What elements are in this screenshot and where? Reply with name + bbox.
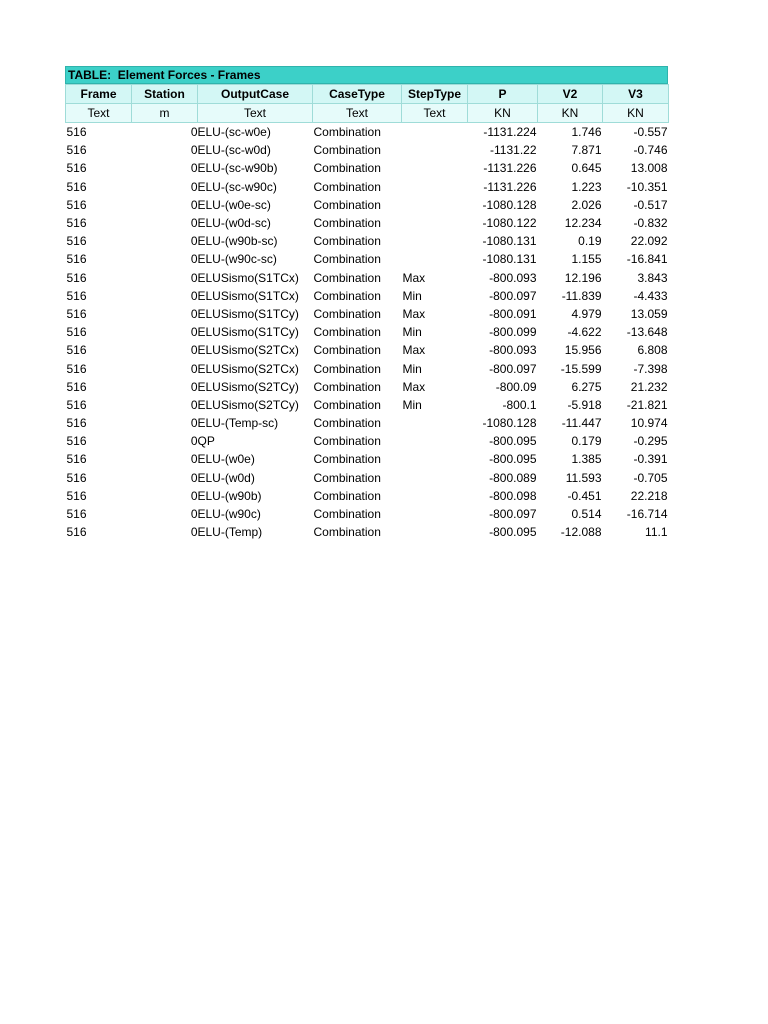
cell-steptype: Max — [402, 379, 426, 394]
cell-outputcase: ELU-(w0d-sc) — [197, 216, 271, 231]
cell-station: 0 — [190, 507, 198, 522]
header-steptype: StepType — [402, 85, 468, 104]
table-row — [66, 305, 669, 323]
cell-station: 0 — [190, 252, 198, 267]
cell-p: -800.089 — [489, 470, 537, 485]
cell-steptype — [402, 232, 468, 250]
table-row — [66, 505, 669, 523]
table-title: TABLE: Element Forces - Frames — [65, 66, 668, 84]
cell-outputcase: ELUSismo(S2TCx) — [197, 343, 299, 358]
unit-p: KN — [468, 104, 538, 123]
cell-outputcase: ELU-(sc-w90b) — [197, 161, 278, 176]
cell-outputcase: ELUSismo(S2TCx) — [197, 361, 299, 376]
cell-p: -800.097 — [489, 361, 537, 376]
cell-p: -1080.122 — [482, 216, 537, 231]
cell-casetype: Combination — [313, 143, 381, 158]
cell-v3: -21.821 — [626, 397, 668, 412]
cell-station: 0 — [190, 234, 198, 249]
cell-station: 0 — [190, 197, 198, 212]
cell-frame: 516 — [66, 306, 87, 321]
cell-v2: -4.622 — [567, 325, 602, 340]
unit-outputcase: Text — [198, 104, 313, 123]
cell-steptype — [402, 523, 468, 541]
cell-steptype — [402, 487, 468, 505]
cell-v2: -15.599 — [560, 361, 602, 376]
cell-steptype — [402, 250, 468, 268]
cell-casetype: Combination — [313, 397, 381, 412]
cell-casetype: Combination — [313, 361, 381, 376]
table-row — [66, 359, 669, 377]
cell-v3: 13.059 — [630, 306, 668, 321]
cell-p: -800.097 — [489, 288, 537, 303]
data-table — [65, 84, 669, 541]
cell-station: 0 — [190, 216, 198, 231]
cell-p: -1131.224 — [483, 125, 537, 140]
cell-outputcase: ELU-(w0e-sc) — [197, 197, 271, 212]
cell-casetype: Combination — [313, 416, 381, 431]
cell-p: -1080.131 — [482, 252, 537, 267]
cell-frame: 516 — [66, 525, 87, 540]
table-row — [66, 196, 669, 214]
cell-steptype: Max — [402, 343, 426, 358]
cell-frame: 516 — [66, 252, 87, 267]
table-row — [66, 232, 669, 250]
table-row — [66, 250, 669, 268]
cell-v3: 11.1 — [645, 525, 668, 540]
header-p: P — [468, 85, 538, 104]
cell-steptype — [402, 414, 468, 432]
cell-frame: 516 — [66, 507, 87, 522]
table-row — [66, 159, 669, 177]
cell-station: 0 — [190, 470, 198, 485]
cell-frame: 516 — [66, 452, 87, 467]
cell-frame: 516 — [66, 161, 87, 176]
cell-v2: -12.088 — [560, 525, 602, 540]
cell-casetype: Combination — [313, 434, 381, 449]
cell-station: 0 — [190, 306, 198, 321]
cell-outputcase: ELU-(w0e) — [197, 452, 255, 467]
cell-v3: -0.391 — [633, 452, 668, 467]
cell-v2: 4.979 — [571, 306, 602, 321]
element-forces-table — [65, 66, 668, 541]
cell-casetype: Combination — [313, 161, 381, 176]
cell-frame: 516 — [66, 488, 87, 503]
cell-p: -800.097 — [489, 507, 537, 522]
cell-station: 0 — [190, 179, 198, 194]
cell-v3: 10.974 — [630, 416, 668, 431]
units-row — [66, 104, 669, 123]
cell-station: 0 — [190, 270, 198, 285]
cell-casetype: Combination — [313, 507, 381, 522]
cell-frame: 516 — [66, 379, 87, 394]
cell-station: 0 — [190, 488, 198, 503]
header-station: Station — [132, 85, 198, 104]
cell-steptype — [402, 469, 468, 487]
cell-station: 0 — [190, 525, 198, 540]
cell-v3: -16.841 — [626, 252, 668, 267]
cell-frame: 516 — [66, 197, 87, 212]
cell-v3: -0.557 — [633, 125, 668, 140]
header-row — [66, 85, 669, 104]
cell-v3: -0.295 — [633, 434, 668, 449]
cell-casetype: Combination — [313, 216, 381, 231]
cell-station: 0 — [190, 325, 198, 340]
cell-p: -1131.226 — [483, 179, 537, 194]
cell-steptype — [402, 141, 468, 159]
unit-v3: KN — [603, 104, 669, 123]
cell-v3: -0.705 — [633, 470, 668, 485]
cell-frame: 516 — [66, 125, 87, 140]
header-frame: Frame — [66, 85, 132, 104]
unit-station: m — [132, 104, 198, 123]
cell-v3: -0.517 — [633, 197, 668, 212]
cell-steptype — [402, 123, 468, 142]
cell-casetype: Combination — [313, 488, 381, 503]
cell-v2: 6.275 — [571, 379, 602, 394]
table-row — [66, 378, 669, 396]
cell-steptype: Min — [402, 361, 422, 376]
cell-p: -800.091 — [489, 306, 537, 321]
cell-v3: 6.808 — [637, 343, 668, 358]
cell-outputcase: ELUSismo(S1TCx) — [197, 270, 299, 285]
cell-steptype: Min — [402, 397, 422, 412]
unit-frame: Text — [66, 104, 132, 123]
cell-v2: 0.19 — [578, 234, 602, 249]
cell-casetype: Combination — [313, 325, 381, 340]
cell-station: 0 — [190, 416, 198, 431]
table-row — [66, 487, 669, 505]
cell-v3: -4.433 — [633, 288, 668, 303]
cell-v2: 0.645 — [571, 161, 602, 176]
cell-p: -1080.128 — [482, 197, 537, 212]
table-row — [66, 214, 669, 232]
table-row — [66, 450, 669, 468]
cell-p: -800.1 — [502, 397, 537, 412]
cell-steptype — [402, 505, 468, 523]
cell-outputcase: ELUSismo(S1TCy) — [197, 306, 299, 321]
cell-casetype: Combination — [313, 470, 381, 485]
cell-casetype: Combination — [313, 343, 381, 358]
cell-outputcase: ELU-(w0d) — [197, 470, 255, 485]
cell-frame: 516 — [66, 270, 87, 285]
cell-station: 0 — [190, 434, 198, 449]
cell-v3: -0.832 — [633, 216, 668, 231]
cell-steptype — [402, 432, 468, 450]
cell-casetype: Combination — [313, 197, 381, 212]
cell-v3: 21.232 — [630, 379, 668, 394]
unit-casetype: Text — [313, 104, 402, 123]
cell-casetype: Combination — [313, 252, 381, 267]
cell-p: -800.099 — [489, 325, 537, 340]
cell-outputcase: ELU-(w90c-sc) — [197, 252, 277, 267]
cell-p: -800.095 — [489, 434, 537, 449]
cell-casetype: Combination — [313, 234, 381, 249]
cell-station: 0 — [190, 379, 198, 394]
header-casetype: CaseType — [313, 85, 402, 104]
table-row — [66, 396, 669, 414]
cell-frame: 516 — [66, 434, 87, 449]
cell-v3: -10.351 — [626, 179, 668, 194]
cell-p: -800.095 — [489, 525, 537, 540]
cell-v2: -11.447 — [561, 416, 602, 431]
cell-v2: -5.918 — [567, 397, 602, 412]
cell-frame: 516 — [66, 325, 87, 340]
cell-outputcase: ELUSismo(S1TCy) — [197, 325, 299, 340]
table-row — [66, 141, 669, 159]
cell-v3: 22.218 — [630, 488, 668, 503]
table-row — [66, 432, 669, 450]
cell-v2: 1.155 — [571, 252, 602, 267]
cell-frame: 516 — [66, 361, 87, 376]
cell-steptype — [402, 196, 468, 214]
header-v3: V3 — [603, 85, 669, 104]
cell-frame: 516 — [66, 343, 87, 358]
cell-station: 0 — [190, 452, 198, 467]
header-v2: V2 — [538, 85, 603, 104]
cell-station: 0 — [190, 161, 198, 176]
cell-p: -1131.226 — [483, 161, 537, 176]
cell-p: -800.095 — [489, 452, 537, 467]
cell-steptype — [402, 159, 468, 177]
cell-station: 0 — [190, 361, 198, 376]
table-row — [66, 414, 669, 432]
cell-steptype — [402, 214, 468, 232]
table-row — [66, 323, 669, 341]
cell-p: -800.09 — [495, 379, 537, 394]
table-row — [66, 341, 669, 359]
cell-frame: 516 — [66, 470, 87, 485]
cell-frame: 516 — [66, 216, 87, 231]
cell-steptype — [402, 450, 468, 468]
cell-steptype: Min — [402, 288, 422, 303]
cell-outputcase: ELU-(w90b) — [197, 488, 262, 503]
cell-p: -1080.131 — [482, 234, 537, 249]
cell-steptype — [402, 178, 468, 196]
table-row — [66, 123, 669, 142]
cell-v2: -11.839 — [561, 288, 602, 303]
cell-outputcase: ELU-(sc-w0d) — [197, 143, 271, 158]
cell-casetype: Combination — [313, 306, 381, 321]
cell-casetype: Combination — [313, 179, 381, 194]
cell-v2: 7.871 — [571, 143, 602, 158]
cell-p: -1080.128 — [482, 416, 537, 431]
cell-casetype: Combination — [313, 125, 381, 140]
cell-v2: 11.593 — [565, 470, 602, 485]
cell-casetype: Combination — [313, 452, 381, 467]
cell-frame: 516 — [66, 234, 87, 249]
cell-v3: -16.714 — [626, 507, 668, 522]
table-row — [66, 523, 669, 541]
cell-p: -1131.22 — [490, 143, 537, 158]
cell-casetype: Combination — [313, 525, 381, 540]
cell-station: 0 — [190, 143, 198, 158]
cell-outputcase: ELU-(w90b-sc) — [197, 234, 278, 249]
cell-station: 0 — [190, 125, 198, 140]
cell-frame: 516 — [66, 179, 87, 194]
cell-frame: 516 — [66, 416, 87, 431]
cell-station: 0 — [190, 288, 198, 303]
cell-frame: 516 — [66, 397, 87, 412]
cell-outputcase: ELUSismo(S2TCy) — [197, 397, 299, 412]
cell-v2: 12.196 — [564, 270, 602, 285]
cell-outputcase: ELUSismo(S2TCy) — [197, 379, 299, 394]
cell-p: -800.093 — [489, 343, 537, 358]
cell-outputcase: ELU-(sc-w0e) — [197, 125, 271, 140]
cell-v2: 12.234 — [564, 216, 602, 231]
cell-station: 0 — [190, 343, 198, 358]
cell-p: -800.093 — [489, 270, 537, 285]
cell-v3: 3.843 — [637, 270, 668, 285]
table-row — [66, 287, 669, 305]
cell-v3: -7.398 — [633, 361, 668, 376]
cell-v3: -13.648 — [626, 325, 668, 340]
cell-casetype: Combination — [313, 270, 381, 285]
cell-casetype: Combination — [313, 379, 381, 394]
cell-casetype: Combination — [313, 288, 381, 303]
table-row — [66, 178, 669, 196]
cell-outputcase: ELU-(sc-w90c) — [197, 179, 277, 194]
cell-outputcase: ELU-(w90c) — [197, 507, 261, 522]
cell-v2: 0.514 — [571, 507, 602, 522]
table-row — [66, 469, 669, 487]
cell-outputcase: ELU-(Temp) — [197, 525, 263, 540]
cell-v2: 1.385 — [571, 452, 602, 467]
cell-v2: 1.223 — [571, 179, 602, 194]
cell-v2: 2.026 — [571, 197, 602, 212]
cell-steptype: Max — [402, 306, 426, 321]
cell-v2: 1.746 — [571, 125, 602, 140]
cell-steptype: Max — [402, 270, 426, 285]
unit-steptype: Text — [402, 104, 468, 123]
cell-v3: 22.092 — [630, 234, 668, 249]
cell-p: -800.098 — [489, 488, 537, 503]
header-outputcase: OutputCase — [198, 85, 313, 104]
cell-frame: 516 — [66, 143, 87, 158]
cell-frame: 516 — [66, 288, 87, 303]
cell-outputcase: ELUSismo(S1TCx) — [197, 288, 299, 303]
table-row — [66, 269, 669, 287]
cell-station: 0 — [190, 397, 198, 412]
cell-steptype: Min — [402, 325, 422, 340]
cell-outputcase: ELU-(Temp-sc) — [197, 416, 279, 431]
cell-outputcase: QP — [197, 434, 215, 449]
cell-v3: -0.746 — [633, 143, 668, 158]
cell-v2: -0.451 — [567, 488, 602, 503]
unit-v2: KN — [538, 104, 603, 123]
cell-v2: 0.179 — [571, 434, 602, 449]
cell-v2: 15.956 — [564, 343, 602, 358]
cell-v3: 13.008 — [630, 161, 668, 176]
